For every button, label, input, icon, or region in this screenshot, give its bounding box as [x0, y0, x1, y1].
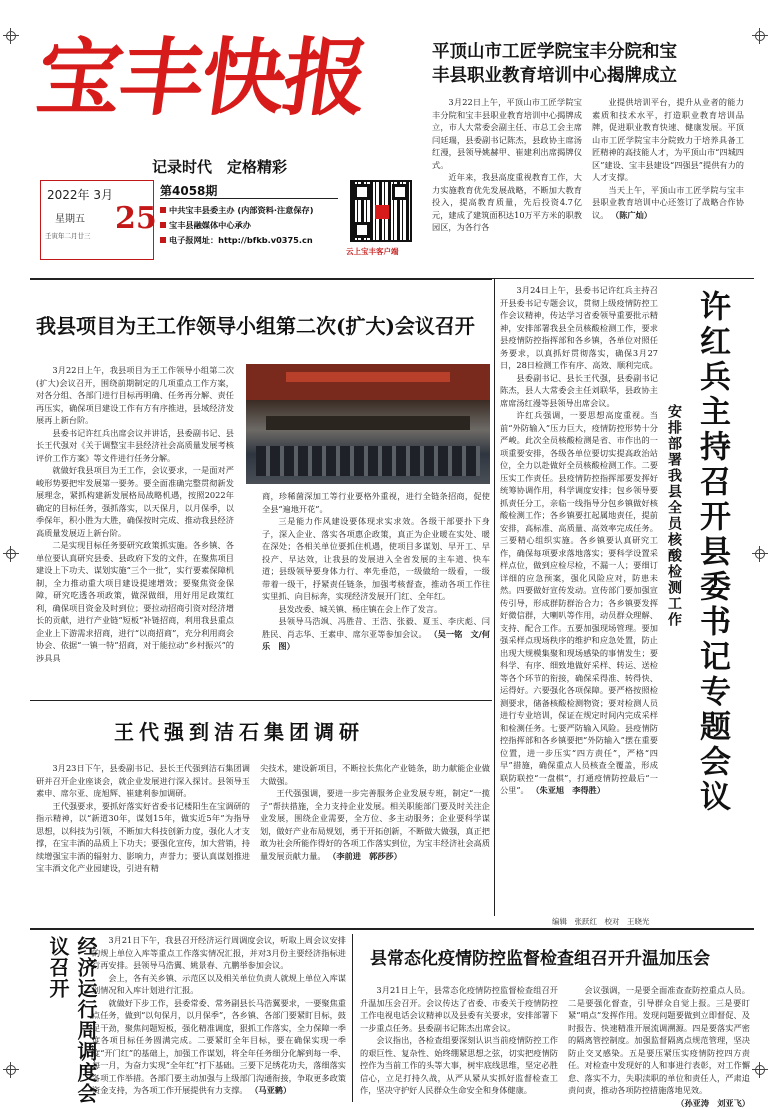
- art6-column-1: 3月21日上午，县常态化疫情防控监督检查组召开升温加压会召开。会议传达了省委、市委关于疫情防控工作电视电话会议精神以及县委有关要求，安排部署下一步重点任务。县委副书记陈杰出席会议。 会议指出，各检查组要深刻认识当前疫情防控工作的艰巨性、复杂性、始终绷紧思想之弦，切实把疫情防控作为当前工作的头等大事，树牢底线思维，坚定必胜信心，立足打持久战，从严从紧从实抓好监督检查工作，坚决守护好人民群众生命安全和身体健康。: [360, 985, 558, 1095]
- registration-mark-bottom-left: [3, 1062, 19, 1078]
- qr-code[interactable]: [350, 180, 412, 242]
- registration-mark-right: [752, 546, 768, 562]
- art1-byline: （陈广灿）: [611, 209, 652, 220]
- art1-headline-line2: 丰县职业教育培训中心揭牌成立: [432, 66, 677, 86]
- masthead-slogan: 记录时代 定格精彩: [152, 158, 288, 176]
- date-box: [40, 180, 157, 260]
- art3-byline: （李前进 郭莎莎）: [328, 850, 402, 861]
- info-sponsor: 中共宝丰县委主办 (内部资料·注意保存): [160, 203, 344, 218]
- info-website[interactable]: 电子报网址：http://bfkb.v0375.cn: [160, 233, 344, 248]
- art6-headline: 县常态化疫情防控监督检查组召开升温加压会: [370, 949, 710, 969]
- registration-mark-top-left: [3, 28, 19, 44]
- art2-meeting-photo: [246, 364, 490, 484]
- info-organizer: 宝丰县融媒体中心承办: [160, 218, 344, 233]
- art2-column-2: 商，珍稀菌深加工等行业要格外重视，进行全链条招商，促使全县“遍地开花”。 三是能力作风建设要体现求实求效。各级干部要扑下身子，深入企业、落实各项惠企政策，真正为企业暖在实处、暖在深处；各相关单位要抓住机遇，使项目多谋划、早开工、早投产、早达效，让我县的发展进入全省发展的主车道、快车道；县级领导要身体力行、率先垂范，一级做给一级看，一级带着一级干，抒紧责任链条，加强考核督查，推动各项工作往实里抓、向目标奔，实现经济发展开门红、全年红。 县发改委、城关镇、杨庄镇在会上作了发言。 县领导马浩飒、冯胜昔、王浩、张毅、夏玉、李庆彪、闫胜民、肖志华、王素申、席尔亚等参加会议。 （吴一铭 文/何乐 图）: [262, 491, 490, 651]
- registration-mark-bottom-right: [752, 1062, 768, 1078]
- art3-headline: 王代强到洁石集团调研: [114, 720, 364, 744]
- registration-mark-left: [3, 546, 19, 562]
- qr-caption: 云上宝丰客户端: [346, 247, 399, 256]
- art5-byline: （马亚鹤）: [250, 1085, 292, 1095]
- art5-headline: 经济运行周调度会议召开: [46, 936, 98, 1104]
- rule-art5-divider: [352, 934, 353, 1102]
- art4-body: 3月24日上午，县委书记许红兵主持召开县委书记专题会议，贯彻上级疫情防控工作会议精神，传达学习省委领导重要批示精神，安排部署我县全员核酸检测工作，要求县疫情防控指挥部和各乡镇，各单位对照任务要求，以真抓好贯彻落实，确保3月27日，28日检测工作有序、高效、顺利完成。 县委副书记、县长王代强，县委副书记陈杰，县人大常委会主任刘联华，县政协主席席汤红漫等县领导出席会议。 许红兵强调，一要思想高度重视。当前“外防输入”压力巨大，疫情防控形势十分严峻。此次全员核酸检测是省、市作出的一项重要安排，各级各单位要切实提高政治站位，全力以赴做好全员核酸检测工作。二要压实工作责任。县疫情防控指挥部要发挥好统筹协调作用，科学调度安排；包乡领导要抓责任分工，亲临一线指导分包乡镇做好核酸检测工作；各乡镇要扛起属地责任，提前安排，高标准、高质量、高效率完成任务。三要精心组织实施。各乡镇要认真研究工作，确保每项要求落地落实；要科学设置采样点位，做到应检尽检，不漏一人；要细订详细的应急预案，强化风险应对，防患未然。四要做好宣传发动。宣传部门要加强宣传引导，形成群防群治合力；各乡镇要发挥好微信群，大喇叭等作用，动员群众理解、支持、配合工作。五要加强现场管理。要加强采样点现场秩序的维护和应急处置，防止出现大规模集聚和现场感染的事情发生；要科学、有序、细致地做好采样、转运、送检等各个环节的衔接，确保采得准、转得快、运得好。六要强化各项保障。要严格按照检测要求，储备核酸检测物资；要对检测人员进行专业培训，保证在规定时间内完成采样和检测任务。七要严防输入风险。县疫情防控指挥部和各乡镇要把“外防输入”摆在重要位置，进一步压实“四方责任”，严格“四早”措施，确保重点人员核查全覆盖，形成联防联控“一盘棋”，打通疫情防控最后“一公里”。 （朱亚旭 李得胜）: [500, 285, 658, 795]
- art3-column-1: 3月23日下午，县委副书记、县长王代强到洁石集团调研并召开企业座谈会，就企业发展进行深入探讨。县领导玉素申、席尔亚、庞旭辉、崔建利参加调研。 王代强要求，要抓好落实好省委书记楼阳生在宝调研的指示精神，以“新道30年，谋划15年，做实近5年”为指导思想，以科技为引领，不断加大科技创新力度，强化人才支撑，在宝丰酒的品质上下功夫；要强化宣传，加大营销，持续增强宝丰酒的辐射力、影响力，声誉力；要认真谋划推进宝丰酒文化产业园建设，引进有精: [36, 763, 250, 873]
- art3-column-2: 尖技术，建设新项目，不断拉长焦化产业链条，助力献能企业做大做强。 王代强强调，要进一步完善服务企业发展专班，制定“一揽子”帮扶措施，全力支持企业发展。相关职能部门要及时关注企业发展，围绕企业需要，全方位、多主动服务；企业要科学谋划，做好产业布局规划，勇于开拓创新，不断做大做强，真正把敢为社会所能作得好的各项工作落实到位，为宝丰经济社会高质量发展贡献力量。 （李前进 郭莎莎）: [260, 763, 490, 861]
- art2-column-1: 3月22日上午，我县项目为王工作领导小组第二次(扩大)会议召开，围绕前期制定的几项重点工作方案，对各分组、各部门进行目标再明确、任务再分解、责任再压实，确保项目建设工作有方有序推进，县域经济发展再上新台阶。 县委书记许红兵出席会议并讲话，县委副书记、县长王代强对《关于调整宝丰县经济社会高质量发展考核评价工作方案》等文件进行任务分解。 就做好我县项目为王工作，会议要求，一是面对严峻形势要把牢发展第一要务。要全面准确完整贯彻新发展理念，紧抓构建新发展格局战略机遇，按照2022年确定的目标任务，强抓落实，以天保月，以月保季，以季保年，积小胜为大胜，确保按时完成、推动我县经济高质量发展迈上新台阶。 二是实现目标任务要研究政策抓实施。各乡镇、各单位要认真研究县委、县政府下发的文件，在聚焦项目建设上下功夫、谋划实施“三个一批”，实行要素保障机制，全力推动重大项目建设提速增效；要聚焦资金保障，研究吃透各项政策，做深做细，用好用足政策红利，确保项目资金及时到位；要拉动招商引资对经济增长的贡献，进行产业链“短板”补链招商，利用我县重点企业上下游需求招商，进行“以商招商”，充分利用商会协会、依据“一镇一特”招商，对于能拉动“乡村振兴”的涉具具: [36, 365, 234, 663]
- art6-byline: （孙亚涛 刘亚飞）: [676, 1097, 750, 1108]
- art5-body: 3月21日下午，我县召开经济运行周调度会议，听取上周会议安排的规上单位入库等重点工作落实情况汇报，并对3月份主要经济指标进行再安排。县领导马浩翼、姚景春、亢鹏举参加会议。 会上，各有关乡镇、示范区以及相关单位负责人就规上单位入库谋划情况和入库计划进行汇报。 就做好下步工作，县委常委、常务副县长马浩翼要求，一要聚焦重点任务，做到“以旬保月，以月保季”，各乡镇、各部门要紧盯目标，鼓足干劲，聚焦问题短板，强化精准调度，狠抓工作落实，全力保障一季度各项目标任务圆满完成。二要紧盯全年目标，要在确保实现一季度“开门红”的基础上，加强工作谋划，将全年任务细分化解到每一季、每一月，为奋力实现“全年红”打下基础。三要下足绣花功夫，落细落实各项工作举措。各部门要主动加强与上级部门沟通衔接，争取更多政策资金支持，为各项工作开展提供有力支撑。 （马亚鹤）: [92, 935, 346, 1095]
- art6-column-2: 会议强调，一是要全面准查查防控重点人员。二是要强化督查，引导群众自觉上报。三是要盯紧“哨点”发挥作用。发现问题要做到立即督促、及时报告、快速精准开展流调溯源。四是要落实严密的隔离管控制度。加强监督隔离点规范管理，坚决防止交叉感染。五是要压紧压实疫情防控四方责任。对检查中发现好的人和事进行表彰，对工作懈怠、落实不力，失职渎职的单位和责任人，严肃追责问责，推动各项防控措施落地见效。 （孙亚涛 刘亚飞）: [568, 985, 750, 1108]
- editor-credits: 编辑 张跃红 校对 王晓光: [552, 917, 650, 926]
- issue-number: 第4058期: [160, 184, 218, 198]
- date-day: 25: [115, 201, 157, 236]
- registration-mark-top-right: [752, 28, 768, 44]
- date-year-month: 2022年 3月: [47, 188, 113, 202]
- masthead-info: [160, 203, 344, 248]
- art1-column-2: 业提供培训平台，提升从业者的能力素质和技术水平，打造职业教育培训品牌，促进职业教育快速、健康发展。平顶山市工匠学院宝丰分院致力于培养具备工匠精神的高技能人才，为平顶山市“四城四区”建设、宝丰县建设“四强县”提供有力的人才支撑。 当天上午，平顶山市工匠学院与宝丰县职业教育培训中心还签订了战略合作协议。 （陈广灿）: [592, 97, 744, 220]
- rule-art2-bottom: [30, 700, 492, 701]
- issue-rule: [160, 198, 338, 199]
- art1-headline: [432, 40, 752, 88]
- art1-column-1: 3月22日上午，平顶山市工匠学院宝丰分院和宝丰县职业教育培训中心揭牌成立，市人大常委会副主任、市总工会主席闫廷瑞，县委副书记陈杰，县政协主席汤红漫，县领导姚赫甲、崔建利出席揭牌仪式。 近年来，我县高度重视教育工作，大力实施教育优先发展战略，不断加大教育投入，提高教育质量，先后投资4.7亿元，建成了建筑面积达10万平方米的职教园区，为各行各: [432, 97, 582, 232]
- art4-byline: （朱亚旭 李得胜）: [531, 785, 606, 795]
- art2-byline: （吴一铭 文/何乐 图）: [262, 628, 490, 651]
- rule-vertical-divider: [494, 278, 495, 916]
- art4-subheadline: 安排部署我县全员核酸检测工作: [666, 404, 682, 628]
- art1-headline-line1: 平顶山市工匠学院宝丰分院和宝: [432, 42, 677, 62]
- art4-headline: 许红兵主持召开县委书记专题会议: [694, 290, 730, 815]
- date-weekday: 星期五: [55, 214, 85, 225]
- rule-art1-bottom: [420, 278, 754, 279]
- date-lunar: 壬寅年二月廿三: [45, 232, 91, 240]
- masthead-logo: 宝丰快报: [31, 28, 374, 127]
- rule-bottom-section: [30, 928, 754, 930]
- art2-headline: 我县项目为王工作领导小组第二次(扩大)会议召开: [36, 314, 475, 338]
